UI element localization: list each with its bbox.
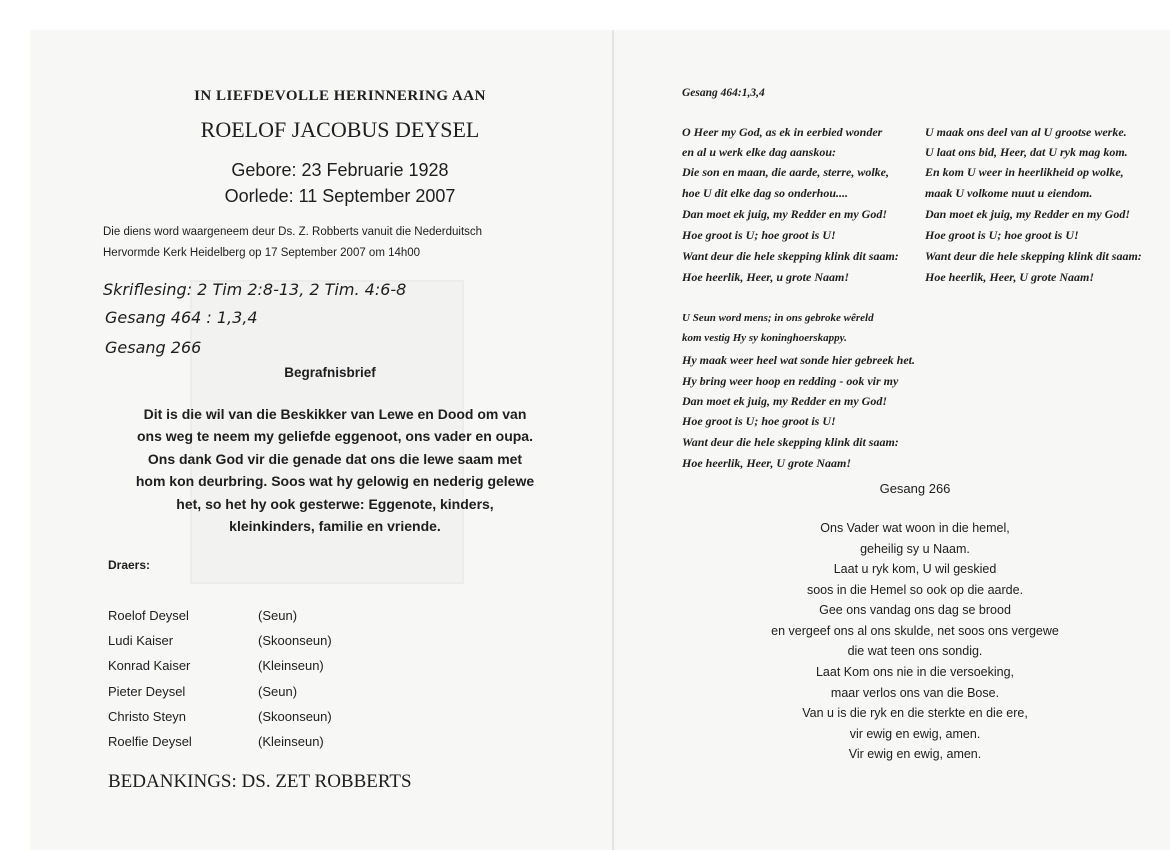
verse-line: Dan moet ek juig, my Redder en my God! <box>682 394 887 408</box>
hymn-line: maar verlos ons van die Bose. <box>830 686 1000 700</box>
bearer-relation: (Seun) <box>258 608 298 623</box>
acknowledgements: BEDANKINGS: DS. ZET ROBBERTS <box>108 771 412 792</box>
memorial-heading: IN LIEFDEVOLLE HERINNERING AAN <box>194 88 486 104</box>
bearers-title: Draers: <box>108 558 151 572</box>
verse-line: Hoe groot is U; hoe groot is U! <box>682 228 836 242</box>
verse-line: kom vestig Hy sy koninghoerskappy. <box>682 332 847 344</box>
letter-line: Dit is die wil van die Beskikker van Lewe en Dood om van <box>143 406 527 422</box>
verse-line: Die son en maan, die aarde, sterre, wolke, <box>682 165 889 179</box>
verse-line: Hoe heerlik, Heer, u grote Naam! <box>682 270 849 284</box>
service-line-1: Die diens word waargeneem deur Ds. Z. Robberts vanuit die Nederduitsch <box>103 226 483 238</box>
hymn-line: Ons Vader wat woon in die hemel, <box>820 521 1010 535</box>
bearer-name: Christo Steyn <box>108 709 187 724</box>
birth-date: Gebore: 23 Februarie 1928 <box>231 160 449 180</box>
hymn-line: Van u is die ryk en die sterkte en die ere, <box>802 706 1028 720</box>
death-date: Oorlede: 11 September 2007 <box>224 186 456 206</box>
hymn-266-title: Gesang 266 <box>879 481 951 496</box>
page-fold <box>612 30 614 850</box>
bearer-name: Pieter Deysel <box>108 684 186 699</box>
letter-line: hom kon deurbring. Soos wat hy gelowig en nederig gelewe <box>135 473 535 489</box>
verse-line: U Seun word mens; in ons gebroke wêreld <box>682 312 874 324</box>
hymn-line: en vergeef ons al ons skulde, net soos ons vergewe <box>771 624 1059 638</box>
verse-line: en al u werk elke dag aanskou: <box>682 145 837 159</box>
bearer-name: Ludi Kaiser <box>108 633 174 648</box>
verse-line: Dan moet ek juig, my Redder en my God! <box>925 207 1130 221</box>
bearer-relation: (Kleinseun) <box>258 734 324 749</box>
verse-line: Want deur die hele skepping klink dit saam: <box>682 249 899 263</box>
verse-line: Hoe heerlik, Heer, U grote Naam! <box>925 270 1094 284</box>
letter-line: het, so het hy ook gesterwe: Eggenote, kinders, <box>176 496 494 512</box>
bearer-name: Konrad Kaiser <box>108 658 191 673</box>
hymn-464-title: Gesang 464:1,3,4 <box>682 87 765 99</box>
bearer-relation: (Skoonseun) <box>258 709 332 724</box>
verse-line: maak U volkome nuut u eiendom. <box>925 186 1093 200</box>
letter-line: kleinkinders, familie en vriende. <box>229 518 441 534</box>
hymn-reference-1: Gesang 464 : 1,3,4 <box>105 308 258 327</box>
hymn-line: soos in die Hemel so ook op die aarde. <box>806 583 1024 597</box>
verse-line: En kom U weer in heerlikheid op wolke, <box>925 165 1124 179</box>
verse-line: Hy bring weer hoop en redding - ook vir my <box>682 374 899 388</box>
bearer-relation: (Seun) <box>258 684 298 699</box>
verse-line: Want deur die hele skepping klink dit saam: <box>925 249 1142 263</box>
bearer-name: Roelof Deysel <box>108 608 189 623</box>
hymn-line: geheilig sy u Naam. <box>860 542 970 556</box>
verse-line: Hy maak weer heel wat sonde hier gebreek het. <box>682 353 915 367</box>
bearer-relation: (Kleinseun) <box>258 658 324 673</box>
hymn-line: vir ewig en ewig, amen. <box>849 727 981 741</box>
hymn-line: Vir ewig en ewig, amen. <box>848 747 982 761</box>
service-line-2: Hervormde Kerk Heidelberg op 17 September 2007 om 14h00 <box>103 247 421 259</box>
verse-line: Hoe groot is U; hoe groot is U! <box>682 414 836 428</box>
scripture-reading: Skriflesing: 2 Tim 2:8-13, 2 Tim. 4:6-8 <box>103 280 407 299</box>
letter-line: Ons dank God vir die genade dat ons die lewe saam met <box>147 451 523 467</box>
hymn-line: Gee ons vandag ons dag se brood <box>819 603 1011 617</box>
verse-line: Hoe heerlik, Heer, U grote Naam! <box>682 456 851 470</box>
hymn-line: Laat Kom ons nie in die versoeking, <box>815 665 1015 679</box>
verse-line: hoe U dit elke dag so onderhou.... <box>682 186 849 200</box>
deceased-name: ROELOF JACOBUS DEYSEL <box>200 117 480 142</box>
bearer-name: Roelfie Deysel <box>108 734 192 749</box>
bearer-relation: (Skoonseun) <box>258 633 332 648</box>
verse-line: U laat ons bid, Heer, dat U ryk mag kom. <box>925 145 1128 159</box>
letter-title: Begrafnisbrief <box>284 365 376 380</box>
verse-line: U maak ons deel van al U grootse werke. <box>925 125 1127 139</box>
verse-line: Hoe groot is U; hoe groot is U! <box>925 228 1079 242</box>
verse-line: O Heer my God, as ek in eerbied wonder <box>682 125 883 139</box>
hymn-reference-2: Gesang 266 <box>105 338 202 357</box>
letter-line: ons weg te neem my geliefde eggenoot, ons vader en oupa. <box>137 428 533 444</box>
hymn-line: die wat teen ons sondig. <box>847 644 983 658</box>
hymn-line: Laat u ryk kom, U wil geskied <box>833 562 997 576</box>
verse-line: Want deur die hele skepping klink dit saam: <box>682 435 899 449</box>
verse-line: Dan moet ek juig, my Redder en my God! <box>682 207 887 221</box>
